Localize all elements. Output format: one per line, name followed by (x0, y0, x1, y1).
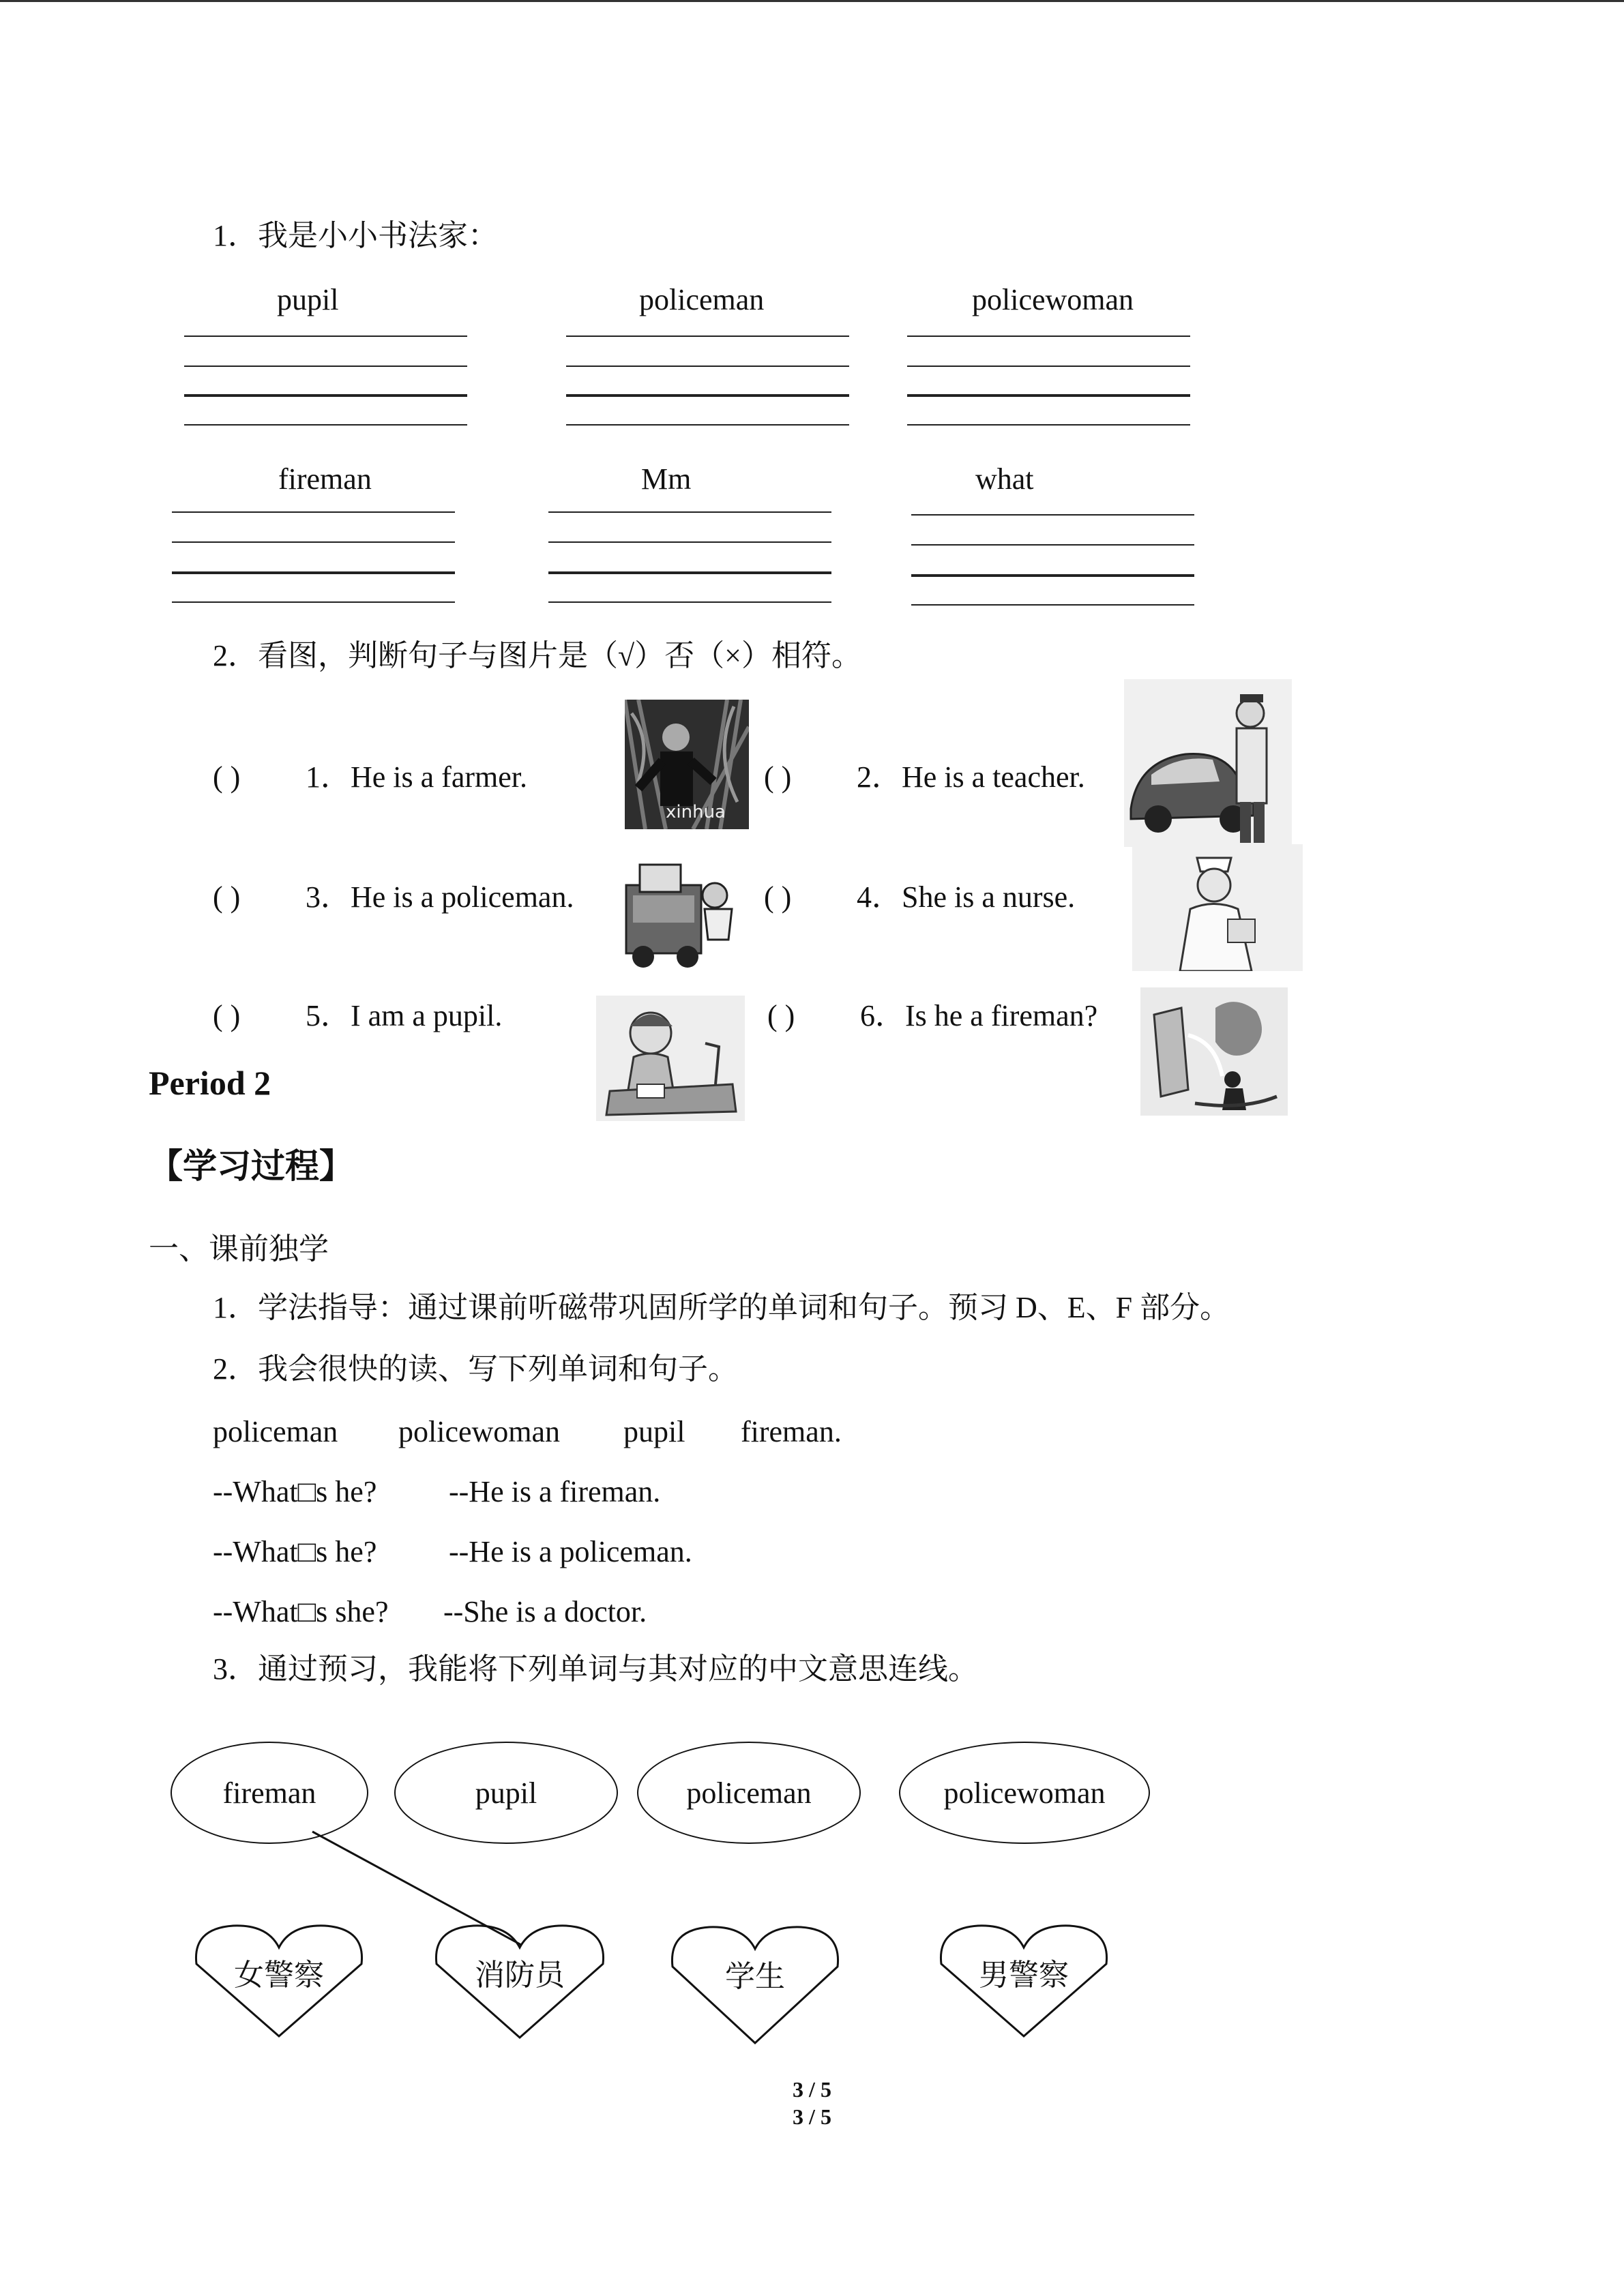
dialogue-question: --What□s he? (213, 1475, 377, 1508)
copy-word-policeman: policeman (639, 283, 765, 316)
writing-line[interactable] (911, 514, 1194, 516)
dialogue-answer: --He is a policeman. (449, 1535, 692, 1568)
writing-line[interactable] (172, 541, 455, 543)
photo-watermark: xinhua (666, 802, 726, 822)
writing-line[interactable] (911, 544, 1194, 546)
writing-line[interactable] (907, 424, 1190, 426)
vocab-word: policewoman (398, 1415, 561, 1448)
sentence-1: 1．He is a farmer. (306, 760, 527, 794)
writing-line[interactable] (548, 601, 831, 603)
oval-pupil[interactable]: pupil (394, 1742, 618, 1844)
dialogue-answer: --He is a fireman. (449, 1475, 661, 1508)
vocab-word: pupil (623, 1415, 685, 1448)
answer-paren-4[interactable]: ( ) (764, 880, 792, 914)
answer-paren-6[interactable]: ( ) (767, 999, 795, 1032)
vocab-word: fireman. (741, 1415, 842, 1448)
policeman-car-picture (1124, 679, 1292, 847)
oval-policewoman[interactable]: policewoman (899, 1742, 1150, 1844)
writing-line[interactable] (548, 571, 831, 574)
writing-line[interactable] (907, 366, 1190, 367)
writing-line[interactable] (172, 511, 455, 513)
heart-fireman-cn[interactable] (432, 1923, 607, 2039)
writing-line[interactable] (184, 366, 467, 367)
heart-label: 女警察 (234, 1958, 324, 1992)
exercise2-title: 2．看图，判断句子与图片是（√）否（×）相符。 (213, 639, 861, 672)
writing-line[interactable] (911, 604, 1194, 606)
copy-word-fireman: fireman (278, 462, 372, 496)
pre-class-item3: 3．通过预习，我能将下列单词与其对应的中文意思连线。 (213, 1652, 978, 1686)
dialogue-question: --What□s she? (213, 1595, 389, 1628)
period-heading: Period 2 (149, 1064, 271, 1102)
fireman-picture (1140, 987, 1288, 1116)
writing-line[interactable] (172, 571, 455, 574)
farmer-photo (625, 700, 749, 829)
heart-policewoman-cn[interactable] (192, 1923, 366, 2038)
writing-line[interactable] (548, 511, 831, 513)
dialogue-answer: --She is a doctor. (443, 1595, 647, 1628)
copy-word-mm: Mm (641, 462, 692, 496)
top-border (0, 0, 1624, 2)
writing-line[interactable] (566, 336, 849, 337)
sentence-3: 3．He is a policeman. (306, 880, 574, 914)
writing-line[interactable] (566, 366, 849, 367)
writing-line[interactable] (184, 424, 467, 426)
heart-label: 消防员 (475, 1958, 565, 1992)
heart-label: 学生 (725, 1960, 785, 1993)
nurse-picture (1132, 844, 1303, 971)
writing-line[interactable] (907, 394, 1190, 397)
oval-fireman[interactable]: fireman (171, 1742, 368, 1844)
page-number: 3 / 5 (793, 2077, 831, 2102)
answer-paren-2[interactable]: ( ) (764, 760, 792, 794)
writing-line[interactable] (548, 541, 831, 543)
pupil-picture (596, 996, 745, 1121)
sentence-6: 6．Is he a fireman? (860, 999, 1098, 1032)
sentence-2: 2．He is a teacher. (857, 760, 1085, 794)
page-number-repeat: 3 / 5 (793, 2104, 831, 2129)
writing-line[interactable] (566, 394, 849, 397)
writing-line[interactable] (184, 394, 467, 397)
answer-paren-1[interactable]: ( ) (213, 760, 241, 794)
heart-policeman-cn[interactable] (937, 1923, 1110, 2038)
writing-line[interactable] (566, 424, 849, 426)
heart-pupil-cn[interactable] (668, 1924, 842, 2044)
writing-line[interactable] (907, 336, 1190, 337)
copy-word-policewoman: policewoman (972, 283, 1134, 316)
writing-line[interactable] (911, 574, 1194, 577)
copy-word-what: what (975, 462, 1034, 496)
section-heading: 【学习过程】 (149, 1146, 353, 1186)
dialogue-question: --What□s he? (213, 1535, 377, 1568)
writing-line[interactable] (172, 601, 455, 603)
sentence-4: 4．She is a nurse. (857, 880, 1076, 914)
answer-paren-5[interactable]: ( ) (213, 999, 241, 1032)
vocab-word: policeman (213, 1415, 338, 1448)
answer-paren-3[interactable]: ( ) (213, 880, 241, 914)
pre-class-item1: 1．学法指导：通过课前听磁带巩固所学的单词和句子。预习 D、E、F 部分。 (213, 1291, 1230, 1324)
pre-class-item2: 2．我会很快的读、写下列单词和句子。 (213, 1352, 738, 1386)
heart-label: 男警察 (979, 1958, 1069, 1992)
copy-word-pupil: pupil (277, 283, 339, 316)
exercise1-title: 1．我是小小书法家： (213, 219, 498, 252)
writing-line[interactable] (184, 336, 467, 337)
sentence-5: 5．I am a pupil. (306, 999, 503, 1032)
truck-policeman-picture (612, 858, 742, 971)
oval-policeman[interactable]: policeman (637, 1742, 861, 1844)
pre-class-heading: 一、课前独学 (149, 1232, 329, 1266)
